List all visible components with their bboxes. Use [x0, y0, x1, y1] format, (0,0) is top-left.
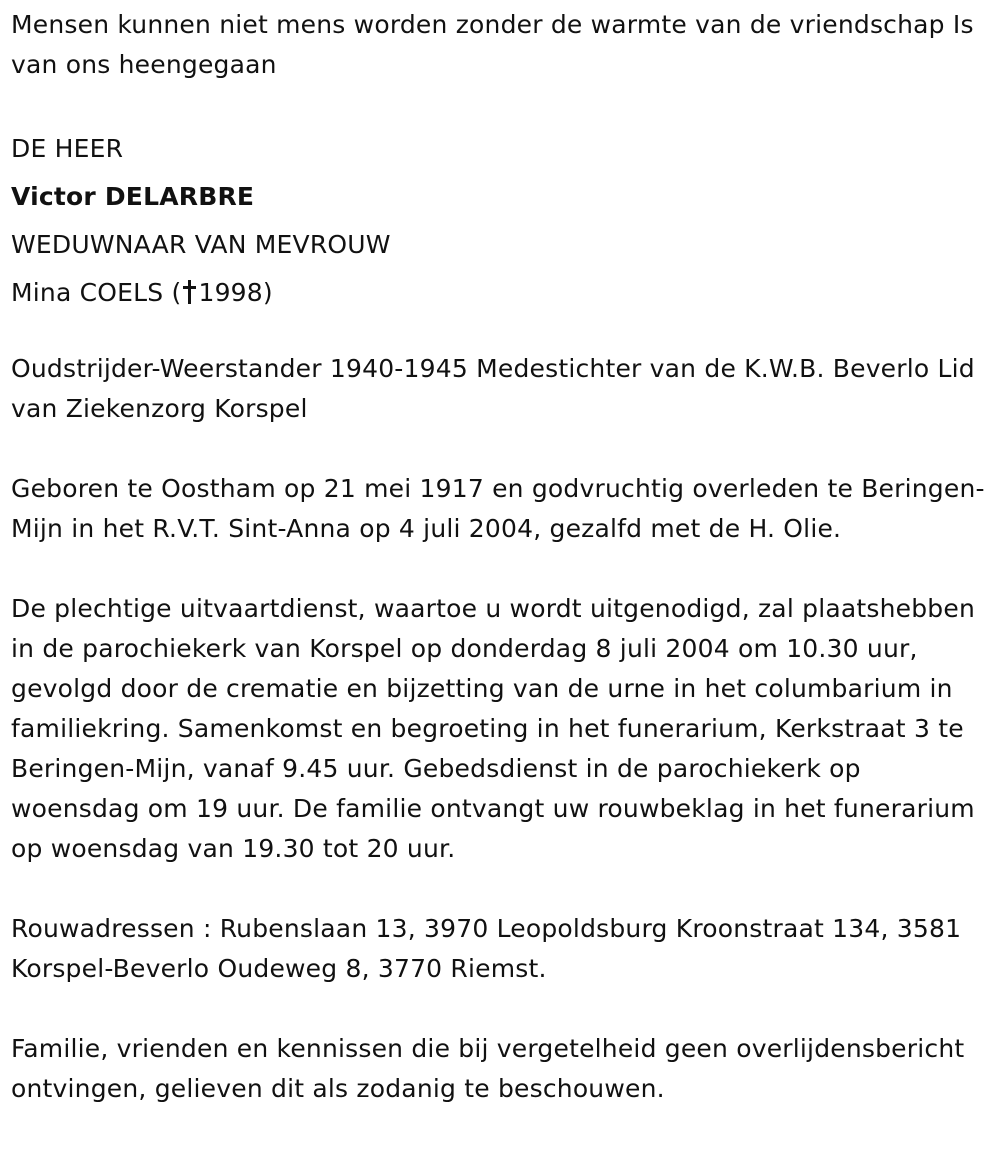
addresses-paragraph: Rouwadressen : Rubenslaan 13, 3970 Leopoldsburg Kroonstraat 134, 3581 Korspel-Beverlo Oudeweg 8, 3770 Riemst. — [11, 914, 962, 983]
spacer — [11, 85, 991, 125]
spacer — [11, 317, 991, 349]
spacer — [11, 989, 991, 1029]
spouse-line — [11, 269, 991, 317]
intro-paragraph: Mensen kunnen niet mens worden zonder de warmte van de vriendschap Is van ons heengegaan — [11, 10, 974, 79]
deceased-name: Victor DELARBRE — [11, 182, 255, 211]
closing-paragraph: Familie, vrienden en kennissen die bij vergetelheid geen overlijdensbericht ontvingen, gelieven dit als zodanig te beschouwen. — [11, 1034, 965, 1103]
funeral-paragraph: De plechtige uitvaartdienst, waartoe u wordt uitgenodigd, zal plaatshebben in de parochiekerk van Korspel op donderdag 8 juli 2004 om 10.30 uur, gevolgd door de crematie en bijzetting van de urne in het columbarium in familiekring. Samenkomst en begroeting in het funerarium, Kerkstraat 3 te Beringen-Mijn, vanaf 9.45 uur. Gebedsdienst in de parochiekerk op woensdag om 19 uur. De familie ontvangt uw rouwbeklag in het funerarium op woensdag van 19.30 tot 20 uur. — [11, 594, 975, 863]
widower-line: WEDUWNAAR VAN MEVROUW — [11, 230, 391, 259]
spacer — [11, 429, 991, 469]
spouse-name: Mina COELS ( — [11, 278, 182, 307]
obituary-document — [11, 5, 991, 1109]
spacer — [11, 549, 991, 589]
birth-death-paragraph: Geboren te Oostham op 21 mei 1917 en godvruchtig overleden te Beringen-Mijn in het R.V.T. Sint-Anna op 4 juli 2004, gezalfd met de H. Olie. — [11, 474, 985, 543]
title-line: DE HEER — [11, 134, 124, 163]
spouse-death-year: 1998) — [198, 278, 273, 307]
roles-paragraph: Oudstrijder-Weerstander 1940-1945 Medestichter van de K.W.B. Beverlo Lid van Ziekenzorg Korspel — [11, 354, 975, 423]
spacer — [11, 869, 991, 909]
cross-icon — [182, 280, 197, 304]
